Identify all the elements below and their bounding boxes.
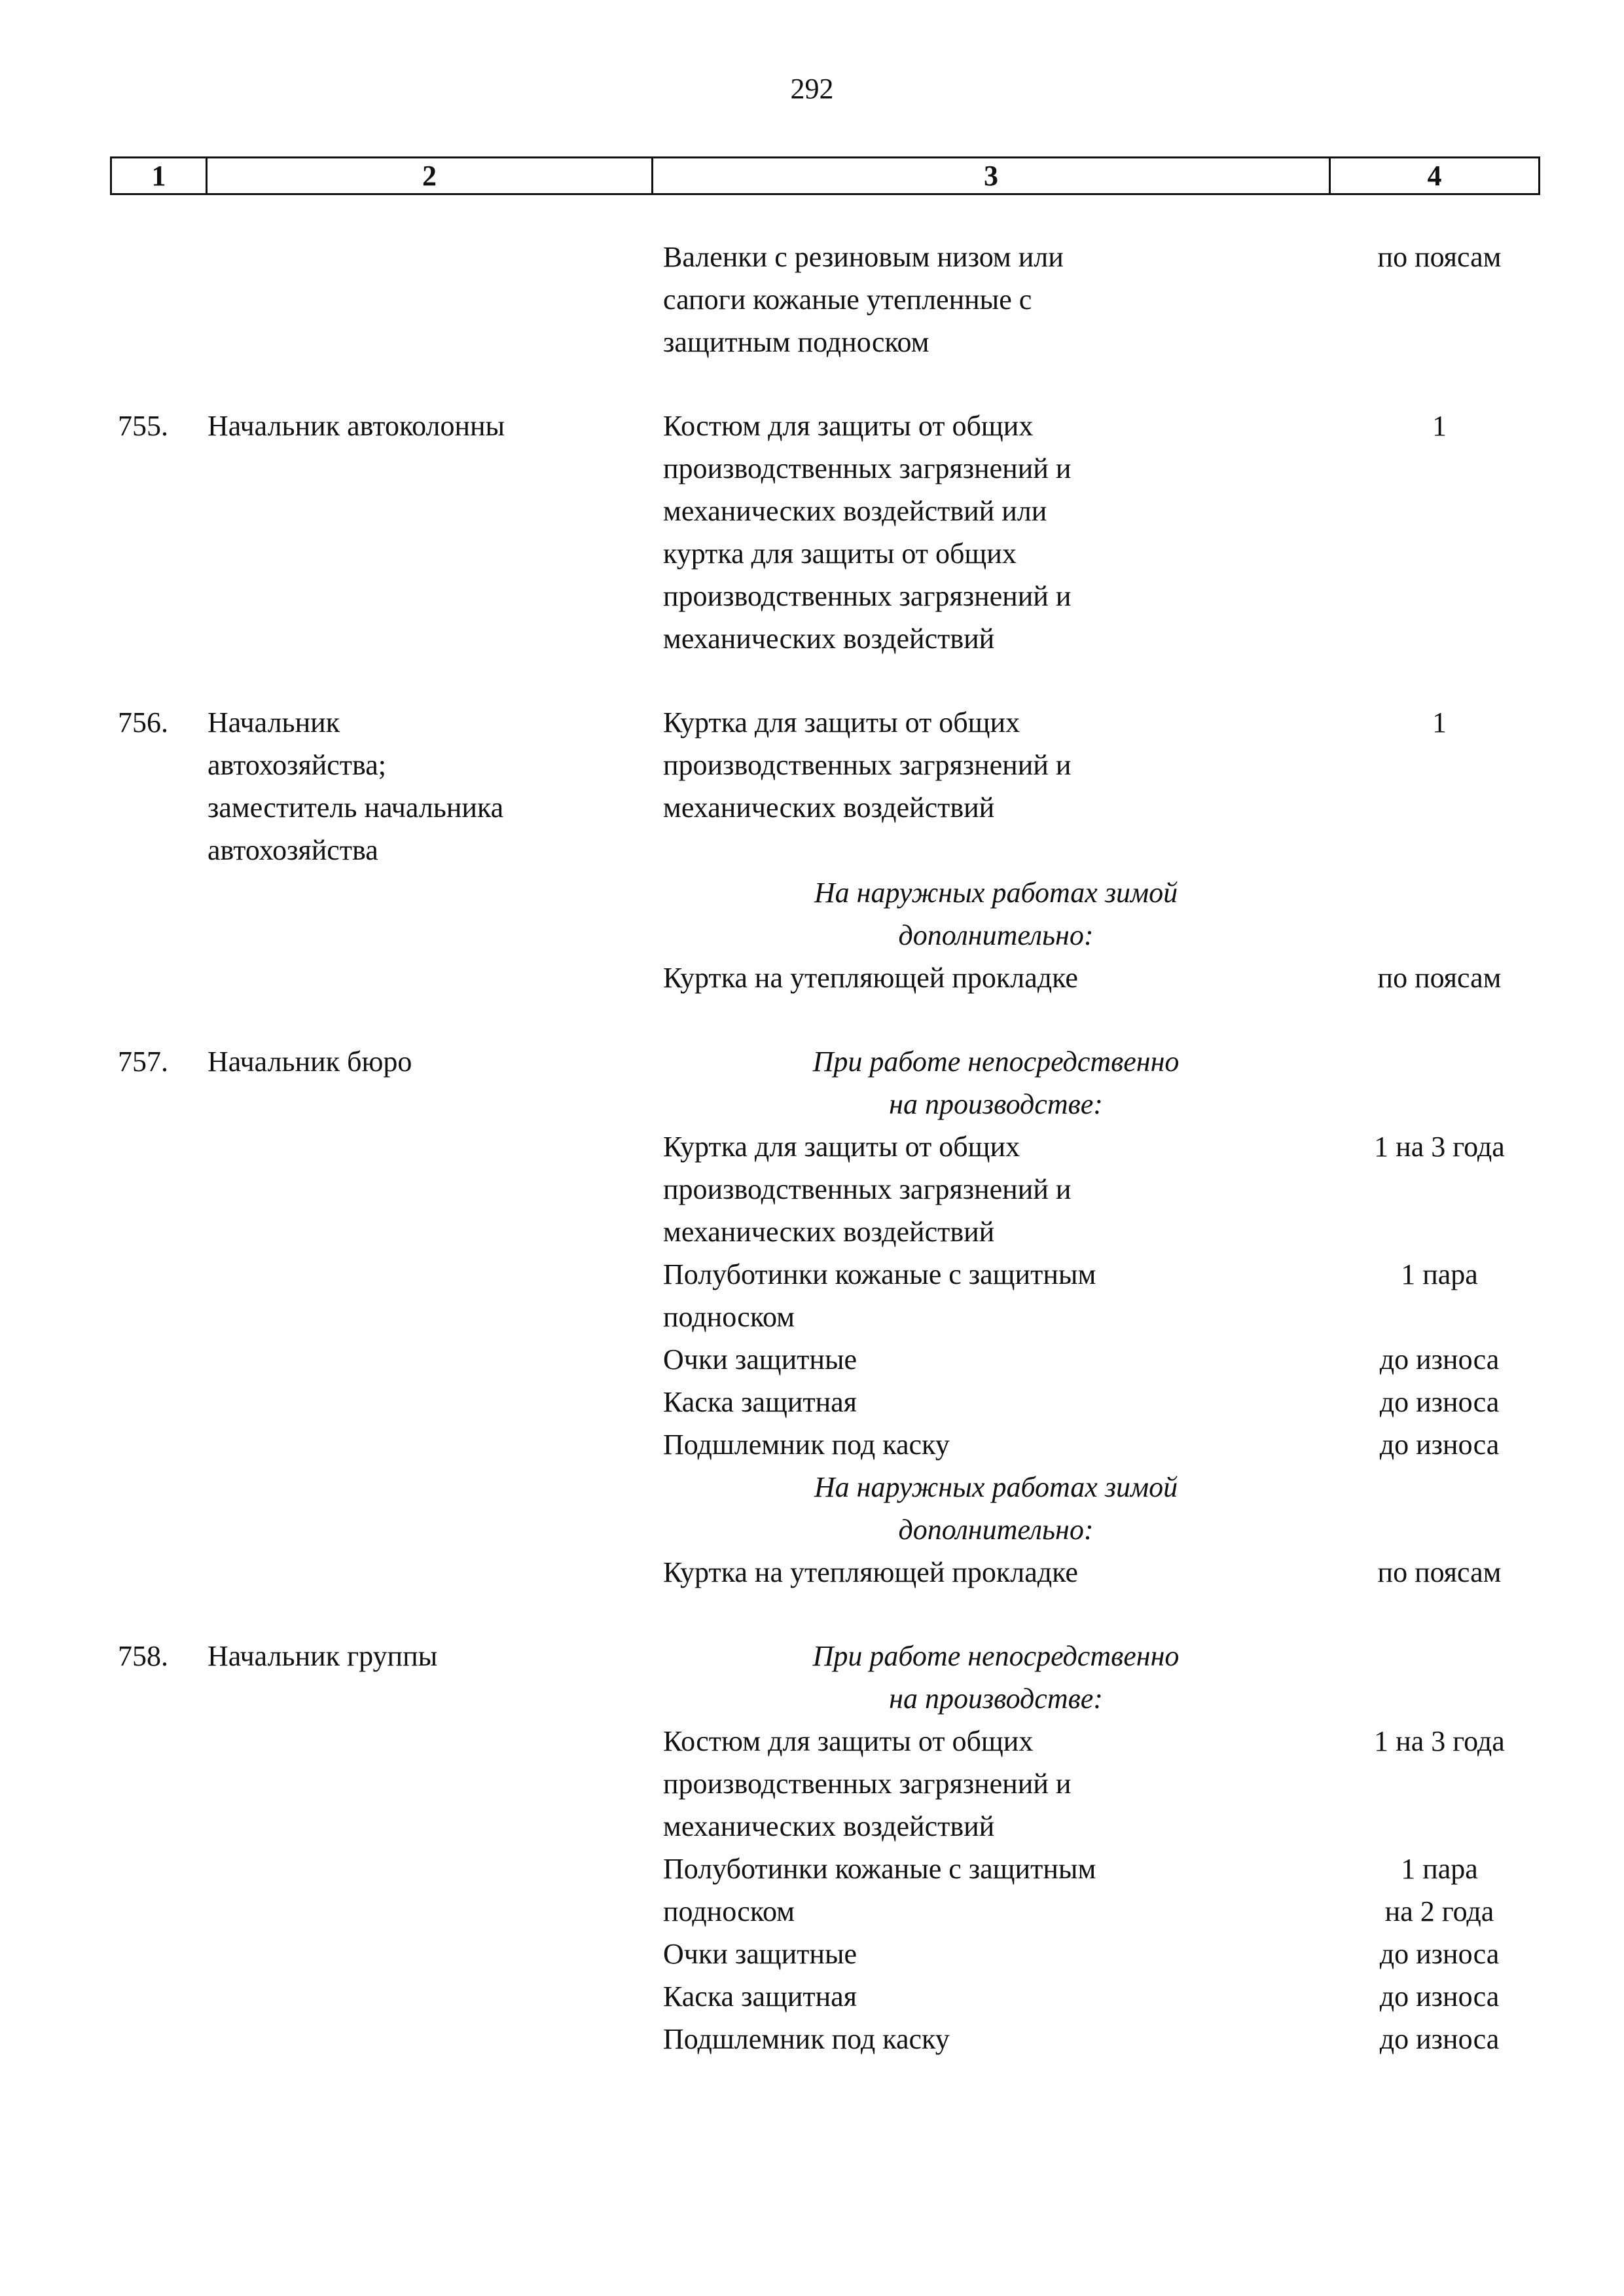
section-note xyxy=(651,1466,1329,1551)
item-row xyxy=(110,701,1538,871)
issue-norm xyxy=(1329,1466,1538,1551)
section-note-line: На наружных работах зимой xyxy=(814,1471,1178,1503)
entry-number xyxy=(110,1423,206,1466)
note-row xyxy=(110,1635,1538,1720)
ppe-item-line: сапоги кожаные утепленные с xyxy=(663,283,1032,316)
section-note-line: на производстве: xyxy=(889,1088,1103,1120)
entry-title xyxy=(206,236,651,363)
ppe-item-line: механических воздействий xyxy=(663,1216,995,1248)
issue-norm xyxy=(1329,1338,1538,1381)
column-header-2: 2 xyxy=(207,158,653,194)
ppe-item xyxy=(651,1338,1329,1381)
ppe-item xyxy=(651,1423,1329,1466)
issue-norm-line: 1 пара xyxy=(1401,1258,1478,1290)
ppe-item-line: Подшлемник под каску xyxy=(663,2023,950,2055)
ppe-item-line: Валенки с резиновым низом или xyxy=(663,241,1064,273)
ppe-item xyxy=(651,405,1329,660)
ppe-item-line: Костюм для защиты от общих xyxy=(663,1725,1034,1757)
item-row xyxy=(110,1551,1538,1594)
ppe-item xyxy=(651,1975,1329,2018)
entry-number xyxy=(110,957,206,999)
issue-norm-line: по поясам xyxy=(1377,241,1502,273)
entry-title xyxy=(206,1125,651,1253)
ppe-item-line: куртка для защиты от общих xyxy=(663,538,1017,570)
entry-spacer xyxy=(110,363,1538,405)
ppe-item-line: производственных загрязнений и xyxy=(663,1768,1072,1800)
entry-title xyxy=(206,1381,651,1423)
entry-title xyxy=(206,1040,651,1125)
ppe-item xyxy=(651,957,1329,999)
entry-title xyxy=(206,405,651,660)
column-header-3: 3 xyxy=(653,158,1330,194)
item-row xyxy=(110,1720,1538,1848)
issue-norm xyxy=(1329,1381,1538,1423)
issue-norm xyxy=(1329,701,1538,871)
entry-number xyxy=(110,1975,206,2018)
item-row xyxy=(110,1423,1538,1466)
issue-norm xyxy=(1329,2018,1538,2060)
issue-norm-line: 1 на 3 года xyxy=(1374,1131,1505,1163)
issue-norm-line: до износа xyxy=(1379,1343,1500,1376)
ppe-item-line: производственных загрязнений и xyxy=(663,749,1072,781)
entry-title xyxy=(206,1933,651,1975)
column-header-4: 4 xyxy=(1330,158,1540,194)
item-row xyxy=(110,1338,1538,1381)
issue-norm-line: 1 пара xyxy=(1401,1853,1478,1885)
entry-title xyxy=(206,1338,651,1381)
entry-number xyxy=(110,1125,206,1253)
ppe-item-line: подноском xyxy=(663,1895,795,1927)
issue-norm-line: на 2 года xyxy=(1384,1895,1494,1927)
item-row xyxy=(110,1253,1538,1338)
issue-norm xyxy=(1329,1423,1538,1466)
entry-number xyxy=(110,871,206,957)
ppe-item-line: Куртка на утепляющей прокладке xyxy=(663,1556,1078,1588)
ppe-item-line: Очки защитные xyxy=(663,1938,857,1970)
ppe-item-line: Куртка на утепляющей прокладке xyxy=(663,962,1078,994)
item-row xyxy=(110,1933,1538,1975)
section-note-line: При работе непосредственно xyxy=(812,1640,1180,1672)
issue-norm xyxy=(1329,1975,1538,2018)
issue-norm-line: до износа xyxy=(1379,2023,1500,2055)
ppe-item-line: подноском xyxy=(663,1301,795,1333)
ppe-item-line: Костюм для защиты от общих xyxy=(663,410,1034,442)
entry-title-line: автохозяйства; xyxy=(208,749,386,781)
item-row xyxy=(110,957,1538,999)
issue-norm xyxy=(1329,1253,1538,1338)
ppe-item-line: производственных загрязнений и xyxy=(663,580,1072,612)
entry-number: 756. xyxy=(118,706,168,738)
section-note xyxy=(651,1040,1329,1125)
ppe-item xyxy=(651,2018,1329,2060)
ppe-item xyxy=(651,1720,1329,1848)
entry-number xyxy=(110,1253,206,1338)
entry-number: 757. xyxy=(118,1046,168,1078)
section-note xyxy=(651,1635,1329,1720)
entry-number xyxy=(110,1933,206,1975)
entry-number xyxy=(110,236,206,363)
entry-number xyxy=(110,1466,206,1551)
section-note-line: дополнительно: xyxy=(898,1514,1094,1546)
section-note-line: На наружных работах зимой xyxy=(814,877,1178,909)
entry-title xyxy=(206,1423,651,1466)
issue-norm xyxy=(1329,1040,1538,1125)
item-row xyxy=(110,1975,1538,2018)
issue-norm-line: до износа xyxy=(1379,1429,1500,1461)
entry-spacer xyxy=(110,1594,1538,1635)
note-row xyxy=(110,1040,1538,1125)
ppe-item xyxy=(651,1381,1329,1423)
section-note-line: дополнительно: xyxy=(898,919,1094,951)
note-row xyxy=(110,1466,1538,1551)
entry-title xyxy=(206,701,651,871)
ppe-item-line: Куртка для защиты от общих xyxy=(663,706,1020,738)
entry-title xyxy=(206,1975,651,2018)
ppe-item xyxy=(651,701,1329,871)
issue-norm-line: 1 на 3 года xyxy=(1374,1725,1505,1757)
issue-norm-line: до износа xyxy=(1379,1980,1500,2013)
issue-norm xyxy=(1329,405,1538,660)
ppe-item-line: механических воздействий или xyxy=(663,495,1047,527)
issue-norm xyxy=(1329,957,1538,999)
entry-number: 755. xyxy=(118,410,168,442)
column-header-1: 1 xyxy=(111,158,207,194)
section-note-line: При работе непосредственно xyxy=(812,1046,1180,1078)
item-row xyxy=(110,405,1538,660)
entry-title xyxy=(206,2018,651,2060)
ppe-item-line: Каска защитная xyxy=(663,1980,857,2013)
ppe-item xyxy=(651,1933,1329,1975)
issue-norm xyxy=(1329,1635,1538,1720)
ppe-item-line: Каска защитная xyxy=(663,1386,857,1418)
issue-norm-line: по поясам xyxy=(1377,1556,1502,1588)
entry-number xyxy=(110,1381,206,1423)
item-row xyxy=(110,2018,1538,2060)
ppe-item-line: производственных загрязнений и xyxy=(663,1173,1072,1205)
item-row xyxy=(110,1848,1538,1933)
note-row xyxy=(110,871,1538,957)
issue-norm-line: до износа xyxy=(1379,1938,1500,1970)
entry-title-line: Начальник бюро xyxy=(208,1046,412,1078)
ppe-item xyxy=(651,236,1329,363)
entry-title xyxy=(206,1466,651,1551)
issue-norm xyxy=(1329,236,1538,363)
ppe-item xyxy=(651,1848,1329,1933)
entry-title-line: Начальник группы xyxy=(208,1640,438,1672)
ppe-item-line: Полуботинки кожаные с защитным xyxy=(663,1853,1096,1885)
ppe-item-line: механических воздействий xyxy=(663,792,995,824)
issue-norm xyxy=(1329,1551,1538,1594)
issue-norm-line: 1 xyxy=(1432,410,1447,442)
section-note xyxy=(651,871,1329,957)
entry-title xyxy=(206,1848,651,1933)
page-number: 292 xyxy=(790,73,834,105)
ppe-item-line: производственных загрязнений и xyxy=(663,452,1072,484)
item-row xyxy=(110,1125,1538,1253)
ppe-item-line: Подшлемник под каску xyxy=(663,1429,950,1461)
issue-norm xyxy=(1329,871,1538,957)
entry-title xyxy=(206,871,651,957)
issue-norm xyxy=(1329,1933,1538,1975)
entry-title xyxy=(206,1551,651,1594)
column-header-row xyxy=(110,156,1540,195)
item-row xyxy=(110,236,1538,363)
item-row xyxy=(110,1381,1538,1423)
entry-number xyxy=(110,2018,206,2060)
issue-norm xyxy=(1329,1848,1538,1933)
ppe-item-line: механических воздействий xyxy=(663,623,995,655)
ppe-item xyxy=(651,1125,1329,1253)
section-note-line: на производстве: xyxy=(889,1683,1103,1715)
entry-title xyxy=(206,957,651,999)
entry-title-line: заместитель начальника xyxy=(208,792,504,824)
issue-norm xyxy=(1329,1125,1538,1253)
entry-number xyxy=(110,1338,206,1381)
ppe-item xyxy=(651,1253,1329,1338)
ppe-item-line: Очки защитные xyxy=(663,1343,857,1376)
entry-number xyxy=(110,1720,206,1848)
entry-spacer xyxy=(110,999,1538,1040)
issue-norm xyxy=(1329,1720,1538,1848)
entry-title-line: Начальник автоколонны xyxy=(208,410,505,442)
ppe-item-line: Полуботинки кожаные с защитным xyxy=(663,1258,1096,1290)
entry-title xyxy=(206,1720,651,1848)
entry-title-line: автохозяйства xyxy=(208,834,378,866)
entry-number xyxy=(110,1848,206,1933)
entry-number xyxy=(110,1551,206,1594)
issue-norm-line: по поясам xyxy=(1377,962,1502,994)
entry-title xyxy=(206,1635,651,1720)
issue-norm-line: 1 xyxy=(1432,706,1447,738)
issue-norm-line: до износа xyxy=(1379,1386,1500,1418)
entry-number: 758. xyxy=(118,1640,168,1672)
entry-spacer xyxy=(110,660,1538,701)
entry-title xyxy=(206,1253,651,1338)
ppe-item-line: механических воздействий xyxy=(663,1810,995,1842)
entry-title-line: Начальник xyxy=(208,706,340,738)
ppe-item-line: защитным подноском xyxy=(663,326,929,358)
norms-table xyxy=(110,236,1538,2060)
ppe-item xyxy=(651,1551,1329,1594)
ppe-item-line: Куртка для защиты от общих xyxy=(663,1131,1020,1163)
